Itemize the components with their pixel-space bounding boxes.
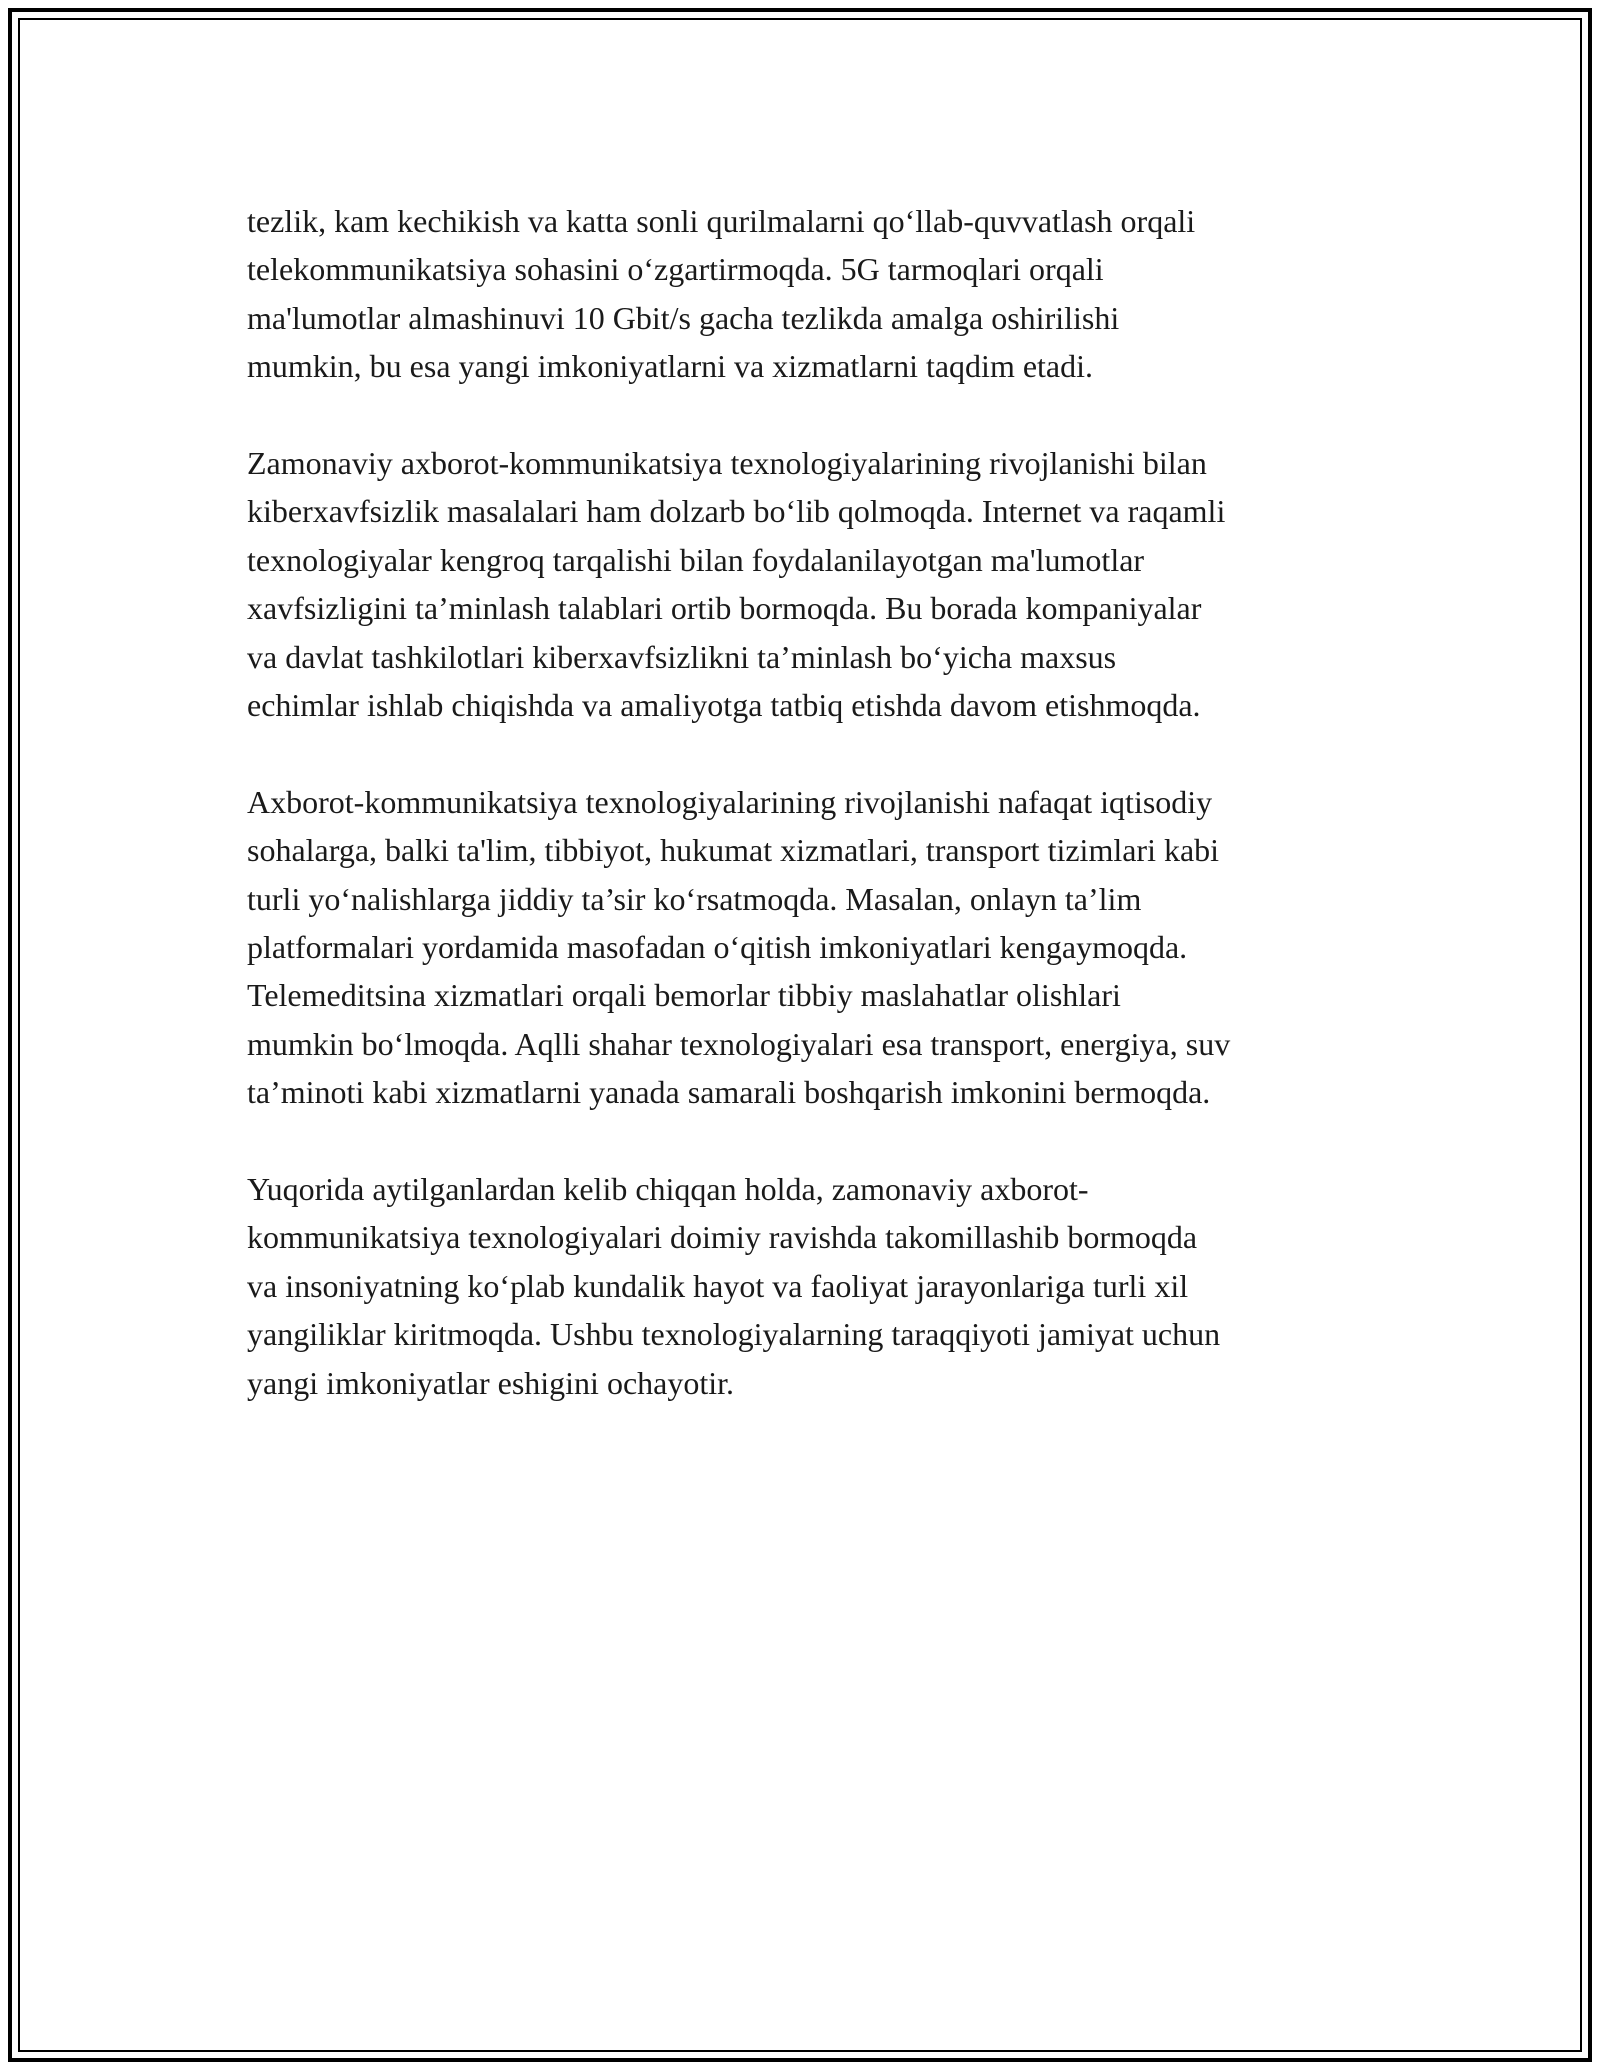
paragraph-line: texnologiyalar kengroq tarqalishi bilan foydalanilayotgan ma'lumotlar [247,541,1145,578]
paragraph-line: ta’minoti kabi xizmatlarni yanada samarali boshqarish imkonini bermoqda. [247,1074,1211,1111]
paragraph-line: yangiliklar kiritmoqda. Ushbu texnologiyalarning taraqqiyoti jamiyat uchun [247,1316,1221,1353]
paragraph-4 [247,1165,1387,1407]
paragraph-line: Zamonaviy axborot-kommunikatsiya texnologiyalarining rivojlanishi bilan [247,445,1207,482]
paragraph-2 [247,439,1387,729]
paragraph-line: mumkin bo‘lmoqda. Aqlli shahar texnologiyalari esa transport, energiya, suv [247,1025,1231,1062]
paragraph-line: ma'lumotlar almashinuvi 10 Gbit/s gacha tezlikda amalga oshirilishi [247,299,1120,336]
paragraph-line: va davlat tashkilotlari kiberxavfsizlikni ta’minlash bo‘yicha maxsus [247,638,1117,675]
paragraph-line: Telemeditsina xizmatlari orqali bemorlar tibbiy maslahatlar olishlari [247,977,1121,1014]
paragraph-line: kommunikatsiya texnologiyalari doimiy ravishda takomillashib bormoqda [247,1219,1198,1256]
paragraph-3 [247,778,1387,1117]
paragraph-line: echimlar ishlab chiqishda va amaliyotga tatbiq etishda davom etishmoqda. [247,687,1201,724]
paragraph-line: yangi imkoniyatlar eshigini ochayotir. [247,1364,735,1401]
paragraph-line: mumkin, bu esa yangi imkoniyatlarni va xizmatlarni taqdim etadi. [247,348,1094,385]
paragraph-line: kiberxavfsizlik masalalari ham dolzarb bo‘lib qolmoqda. Internet va raqamli [247,493,1226,530]
paragraph-line: platformalari yordamida masofadan o‘qitish imkoniyatlari kengaymoqda. [247,929,1188,966]
paragraph-line: tezlik, kam kechikish va katta sonli qurilmalarni qo‘llab-quvvatlash orqali [247,203,1196,239]
paragraph-line: sohalarga, balki ta'lim, tibbiyot, hukumat xizmatlari, transport tizimlari kabi [247,832,1220,869]
page-border [8,8,1592,2062]
document-body [247,197,1387,1456]
paragraph-line: turli yo‘nalishlarga jiddiy ta’sir ko‘rsatmoqda. Masalan, onlayn ta’lim [247,880,1142,917]
paragraph-1 [247,197,1387,391]
paragraph-line: va insoniyatning ko‘plab kundalik hayot va faoliyat jarayonlariga turli xil [247,1267,1189,1304]
paragraph-line: xavfsizligini ta’minlash talablari ortib bormoqda. Bu borada kompaniyalar [247,590,1202,627]
paragraph-line: Yuqorida aytilganlardan kelib chiqqan holda, zamonaviy axborot- [247,1171,1089,1208]
paragraph-line: telekommunikatsiya sohasini o‘zgartirmoqda. 5G tarmoqlari orqali [247,251,1104,288]
paragraph-line: Axborot-kommunikatsiya texnologiyalarining rivojlanishi nafaqat iqtisodiy [247,783,1213,820]
